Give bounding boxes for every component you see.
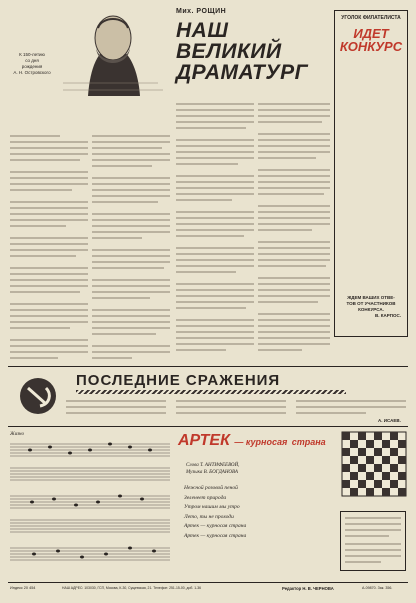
artek-logo-word: — курносая xyxy=(234,437,288,447)
article-column-3 xyxy=(258,100,330,362)
contest-line: ИДЕТ xyxy=(353,26,389,41)
portrait-drawing xyxy=(58,8,168,100)
philatelist-footer xyxy=(335,295,407,319)
footer-address: НАШ АДРЕС: 103030, ГСП, Москва, К-30, Сущевская, 21. Телефон: 251-15-00, доб. 1-36 xyxy=(62,586,201,590)
article-column-2 xyxy=(176,100,254,362)
section-divider xyxy=(8,366,408,367)
artek-logo-word: страна xyxy=(291,437,326,447)
portrait-image xyxy=(58,8,168,100)
song-credit-line: Музыка В. БОГДАНОВА xyxy=(186,470,238,475)
chessboard-icon xyxy=(340,430,408,500)
verse-line: Лето, ты не проходи xyxy=(184,513,234,520)
artek-logo xyxy=(178,432,328,450)
battles-title: ПОСЛЕДНИЕ СРАЖЕНИЯ xyxy=(76,372,281,389)
battles-hatch-top xyxy=(76,390,346,394)
battles-signature: А. ИСАЕВ. xyxy=(378,418,401,423)
footer-order: А-09870. Зак. 356. xyxy=(362,586,393,590)
verse-line: Артек — курносая страна xyxy=(184,523,247,529)
sheet-music xyxy=(10,440,170,576)
contest-headline xyxy=(335,27,407,53)
philatelist-signature: В. КАРПОС. xyxy=(375,313,401,318)
verse-line: Артек — курносая страна xyxy=(184,532,247,539)
battles-emblem xyxy=(14,374,62,418)
philatelist-footer-line: ЖДЕМ ВАШИХ ОТВЕ- xyxy=(347,295,395,300)
text-lines xyxy=(176,100,254,362)
text-lines xyxy=(66,398,406,420)
text-lines xyxy=(341,512,405,570)
headline-line: ВЕЛИКИЙ xyxy=(176,40,282,63)
battles-text xyxy=(66,398,406,420)
philatelist-text xyxy=(335,53,407,295)
philatelist-footer-line: КОНКУРСА. xyxy=(358,307,384,312)
section-divider xyxy=(8,426,408,427)
text-lines xyxy=(258,100,330,362)
anniversary-line: К 150-летию xyxy=(19,52,45,57)
song-header: Жизно xyxy=(10,432,25,437)
song-credit-line: Слова Т. АНТИФЕЕВОЙ, xyxy=(186,463,240,468)
philatelist-box xyxy=(334,10,408,337)
anniversary-line: А. Н. Островского xyxy=(13,70,51,75)
headline-line: НАШ xyxy=(176,19,229,42)
song-credits xyxy=(186,462,239,476)
text-lines xyxy=(92,132,170,362)
chess-puzzle xyxy=(340,430,408,570)
anniversary-line: со дня xyxy=(25,58,39,63)
headline-line: ДРАМАТУРГ xyxy=(176,61,308,84)
footer-divider xyxy=(8,582,408,583)
artek-logo-word: АРТЕК xyxy=(178,432,230,449)
music-staff xyxy=(10,440,170,576)
philatelist-footer-line: ТОВ ОТ УЧАСТНИКОВ xyxy=(346,301,396,306)
article-column-0 xyxy=(10,132,88,362)
chess-text-box xyxy=(340,511,406,571)
anniversary-note xyxy=(12,52,52,76)
song-verse xyxy=(184,484,332,541)
footer-editor: Редактор Н. В. ЧЕРНОВА xyxy=(282,586,334,591)
anniversary-line: рождения xyxy=(21,64,43,69)
author-name: Мих. РОЩИН xyxy=(176,8,227,15)
philatelist-title: УГОЛОК ФИЛАТЕЛИСТА xyxy=(341,15,401,21)
text-lines xyxy=(10,132,88,362)
verse-line: Утром нашим мы утро xyxy=(184,504,240,510)
hammer-sickle-icon xyxy=(14,374,62,418)
contest-line: КОНКУРС xyxy=(339,39,403,54)
headline xyxy=(176,20,308,83)
verse-line: Нежной розовой пеной xyxy=(184,485,238,491)
footer-index: Индекс 20 454 xyxy=(10,586,36,590)
verse-line: Зеленеет природа xyxy=(184,494,227,501)
article-column-1 xyxy=(92,132,170,362)
